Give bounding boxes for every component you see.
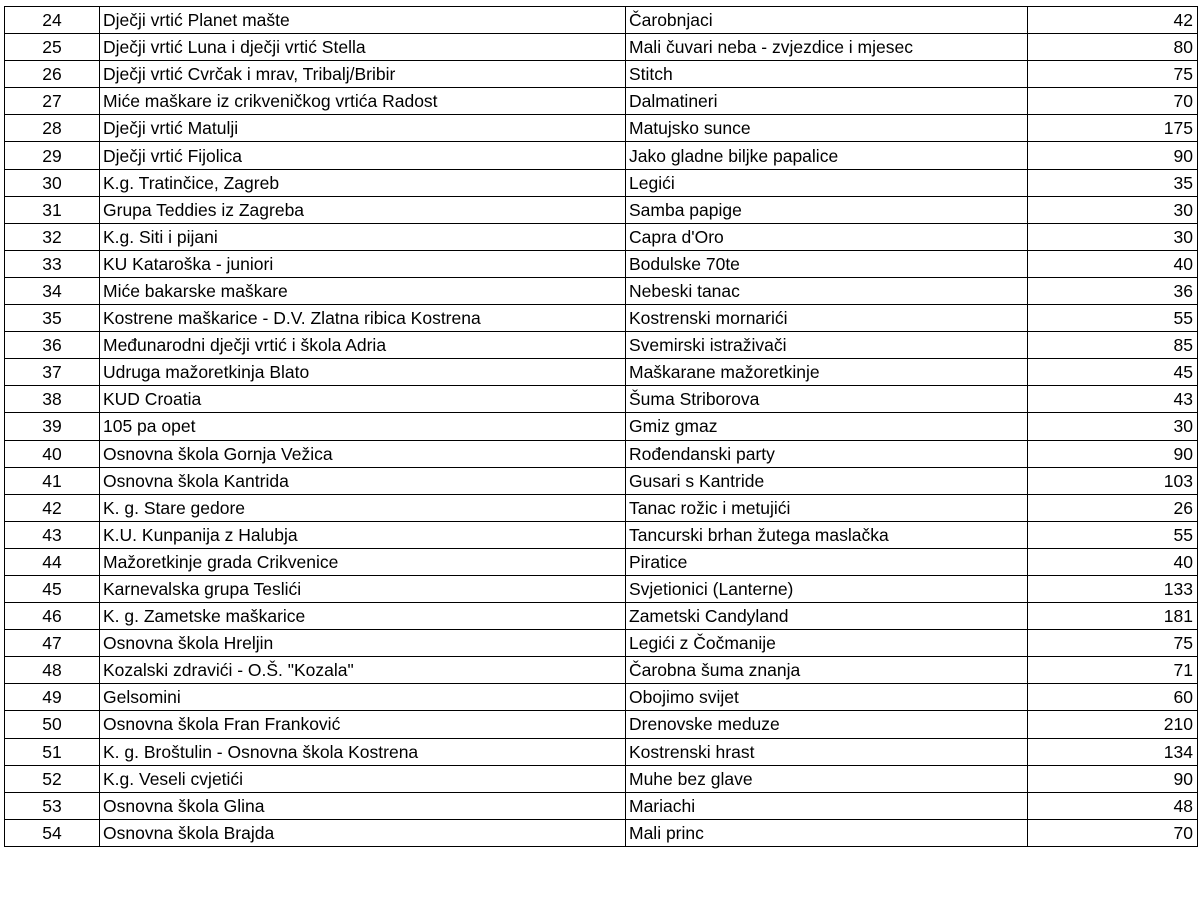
theme-cell[interactable]: Legići — [626, 169, 1028, 196]
table-body — [5, 7, 1198, 847]
theme-cell[interactable]: Muhe bez glave — [626, 765, 1028, 792]
table-row — [5, 223, 1198, 250]
group-name-cell[interactable]: K.g. Siti i pijani — [100, 223, 626, 250]
group-name-cell[interactable]: Međunarodni dječji vrtić i škola Adria — [100, 332, 626, 359]
group-name-cell[interactable]: KUD Croatia — [100, 386, 626, 413]
table-row — [5, 277, 1198, 304]
row-number-cell[interactable]: 24 — [5, 7, 100, 34]
group-name-cell[interactable]: K.g. Tratinčice, Zagreb — [100, 169, 626, 196]
table-row — [5, 657, 1198, 684]
theme-cell[interactable]: Gusari s Kantride — [626, 467, 1028, 494]
theme-cell[interactable]: Rođendanski party — [626, 440, 1028, 467]
table-row — [5, 765, 1198, 792]
table-row — [5, 467, 1198, 494]
group-name-cell[interactable]: Kozalski zdravići - O.Š. "Kozala" — [100, 657, 626, 684]
group-name-cell[interactable]: K.U. Kunpanija z Halubja — [100, 521, 626, 548]
group-name-cell[interactable]: Osnovna škola Hreljin — [100, 630, 626, 657]
group-name-cell[interactable]: Mažoretkinje grada Crikvenice — [100, 548, 626, 575]
participant-count-cell[interactable]: 75 — [1028, 61, 1198, 88]
row-number-cell[interactable]: 41 — [5, 467, 100, 494]
theme-cell[interactable]: Mali čuvari neba - zvjezdice i mjesec — [626, 34, 1028, 61]
participant-count-cell[interactable]: 71 — [1028, 657, 1198, 684]
row-number-cell[interactable]: 35 — [5, 305, 100, 332]
theme-cell[interactable]: Gmiz gmaz — [626, 413, 1028, 440]
participant-count-cell[interactable]: 134 — [1028, 738, 1198, 765]
row-number-cell[interactable]: 53 — [5, 792, 100, 819]
participant-count-cell[interactable]: 90 — [1028, 765, 1198, 792]
row-number-cell[interactable]: 44 — [5, 548, 100, 575]
table-row — [5, 521, 1198, 548]
participant-count-cell[interactable]: 48 — [1028, 792, 1198, 819]
table-row — [5, 819, 1198, 846]
participant-count-cell[interactable]: 70 — [1028, 819, 1198, 846]
participant-count-cell[interactable]: 181 — [1028, 603, 1198, 630]
group-name-cell[interactable]: Dječji vrtić Luna i dječji vrtić Stella — [100, 34, 626, 61]
group-name-cell[interactable]: Osnovna škola Fran Franković — [100, 711, 626, 738]
participant-count-cell[interactable]: 30 — [1028, 413, 1198, 440]
theme-cell[interactable]: Legići z Čočmanije — [626, 630, 1028, 657]
group-name-cell[interactable]: K. g. Stare gedore — [100, 494, 626, 521]
participant-count-cell[interactable]: 45 — [1028, 359, 1198, 386]
theme-cell[interactable]: Obojimo svijet — [626, 684, 1028, 711]
group-name-cell[interactable]: Osnovna škola Glina — [100, 792, 626, 819]
participant-count-cell[interactable]: 133 — [1028, 575, 1198, 602]
row-number-cell[interactable]: 48 — [5, 657, 100, 684]
participant-count-cell[interactable]: 35 — [1028, 169, 1198, 196]
participant-count-cell[interactable]: 43 — [1028, 386, 1198, 413]
table-row — [5, 440, 1198, 467]
group-name-cell[interactable]: Dječji vrtić Planet mašte — [100, 7, 626, 34]
group-name-cell[interactable]: Dječji vrtić Matulji — [100, 115, 626, 142]
row-number-cell[interactable]: 31 — [5, 196, 100, 223]
theme-cell[interactable]: Svjetionici (Lanterne) — [626, 575, 1028, 602]
theme-cell[interactable]: Mali princ — [626, 819, 1028, 846]
table-row — [5, 250, 1198, 277]
group-name-cell[interactable]: Grupa Teddies iz Zagreba — [100, 196, 626, 223]
theme-cell[interactable]: Zametski Candyland — [626, 603, 1028, 630]
group-name-cell[interactable]: Osnovna škola Kantrida — [100, 467, 626, 494]
participant-count-cell[interactable]: 85 — [1028, 332, 1198, 359]
table-row — [5, 630, 1198, 657]
participant-count-cell[interactable]: 90 — [1028, 142, 1198, 169]
group-name-cell[interactable]: Udruga mažoretkinja Blato — [100, 359, 626, 386]
table-row — [5, 7, 1198, 34]
theme-cell[interactable]: Piratice — [626, 548, 1028, 575]
row-number-cell[interactable]: 49 — [5, 684, 100, 711]
group-name-cell[interactable]: Osnovna škola Gornja Vežica — [100, 440, 626, 467]
row-number-cell[interactable]: 47 — [5, 630, 100, 657]
table-row — [5, 142, 1198, 169]
group-name-cell[interactable]: Miće bakarske maškare — [100, 277, 626, 304]
participant-count-cell[interactable]: 90 — [1028, 440, 1198, 467]
row-number-cell[interactable]: 30 — [5, 169, 100, 196]
participant-count-cell[interactable]: 36 — [1028, 277, 1198, 304]
group-name-cell[interactable]: Kostrene maškarice - D.V. Zlatna ribica Kostrena — [100, 305, 626, 332]
row-number-cell[interactable]: 52 — [5, 765, 100, 792]
participant-count-cell[interactable]: 40 — [1028, 250, 1198, 277]
theme-cell[interactable]: Tancurski brhan žutega maslačka — [626, 521, 1028, 548]
table-row — [5, 494, 1198, 521]
table-row — [5, 305, 1198, 332]
row-number-cell[interactable]: 37 — [5, 359, 100, 386]
theme-cell[interactable]: Samba papige — [626, 196, 1028, 223]
group-name-cell[interactable]: K. g. Zametske maškarice — [100, 603, 626, 630]
table-row — [5, 34, 1198, 61]
group-name-cell[interactable]: Osnovna škola Brajda — [100, 819, 626, 846]
table-row — [5, 738, 1198, 765]
participant-count-cell[interactable]: 55 — [1028, 521, 1198, 548]
table-row — [5, 196, 1198, 223]
theme-cell[interactable]: Stitch — [626, 61, 1028, 88]
participant-count-cell[interactable]: 175 — [1028, 115, 1198, 142]
theme-cell[interactable]: Tanac rožic i metujići — [626, 494, 1028, 521]
participant-count-cell[interactable]: 103 — [1028, 467, 1198, 494]
table-row — [5, 603, 1198, 630]
table-row — [5, 413, 1198, 440]
row-number-cell[interactable]: 34 — [5, 277, 100, 304]
theme-cell[interactable]: Bodulske 70te — [626, 250, 1028, 277]
table-row — [5, 684, 1198, 711]
row-number-cell[interactable]: 45 — [5, 575, 100, 602]
table-row — [5, 61, 1198, 88]
row-number-cell[interactable]: 26 — [5, 61, 100, 88]
theme-cell[interactable]: Šuma Striborova — [626, 386, 1028, 413]
row-number-cell[interactable]: 46 — [5, 603, 100, 630]
group-name-cell[interactable]: K.g. Veseli cvjetići — [100, 765, 626, 792]
participant-count-cell[interactable]: 42 — [1028, 7, 1198, 34]
group-name-cell[interactable]: Karnevalska grupa Teslići — [100, 575, 626, 602]
participant-count-cell[interactable]: 70 — [1028, 88, 1198, 115]
table-row — [5, 169, 1198, 196]
row-number-cell[interactable]: 54 — [5, 819, 100, 846]
table-row — [5, 332, 1198, 359]
group-name-cell[interactable]: Gelsomini — [100, 684, 626, 711]
theme-cell[interactable]: Kostrenski mornarići — [626, 305, 1028, 332]
participant-count-cell[interactable]: 40 — [1028, 548, 1198, 575]
theme-cell[interactable]: Maškarane mažoretkinje — [626, 359, 1028, 386]
table-row — [5, 359, 1198, 386]
theme-cell[interactable]: Čarobna šuma znanja — [626, 657, 1028, 684]
participant-count-cell[interactable]: 210 — [1028, 711, 1198, 738]
theme-cell[interactable]: Dalmatineri — [626, 88, 1028, 115]
participant-count-cell[interactable]: 55 — [1028, 305, 1198, 332]
participant-count-cell[interactable]: 60 — [1028, 684, 1198, 711]
theme-cell[interactable]: Drenovske meduze — [626, 711, 1028, 738]
row-number-cell[interactable]: 51 — [5, 738, 100, 765]
row-number-cell[interactable]: 50 — [5, 711, 100, 738]
table-row — [5, 575, 1198, 602]
table-row — [5, 88, 1198, 115]
row-number-cell[interactable]: 42 — [5, 494, 100, 521]
row-number-cell[interactable]: 38 — [5, 386, 100, 413]
theme-cell[interactable]: Kostrenski hrast — [626, 738, 1028, 765]
theme-cell[interactable]: Matujsko sunce — [626, 115, 1028, 142]
row-number-cell[interactable]: 29 — [5, 142, 100, 169]
theme-cell[interactable]: Čarobnjaci — [626, 7, 1028, 34]
row-number-cell[interactable]: 25 — [5, 34, 100, 61]
group-name-cell[interactable]: Miće maškare iz crikveničkog vrtića Radost — [100, 88, 626, 115]
row-number-cell[interactable]: 33 — [5, 250, 100, 277]
theme-cell[interactable]: Capra d'Oro — [626, 223, 1028, 250]
row-number-cell[interactable]: 27 — [5, 88, 100, 115]
participant-count-cell[interactable]: 80 — [1028, 34, 1198, 61]
participant-count-cell[interactable]: 30 — [1028, 223, 1198, 250]
group-name-cell[interactable]: 105 pa opet — [100, 413, 626, 440]
theme-cell[interactable]: Mariachi — [626, 792, 1028, 819]
group-name-cell[interactable]: KU Kataroška - juniori — [100, 250, 626, 277]
group-name-cell[interactable]: Dječji vrtić Fijolica — [100, 142, 626, 169]
spreadsheet-table — [4, 6, 1198, 847]
row-number-cell[interactable]: 28 — [5, 115, 100, 142]
row-number-cell[interactable]: 43 — [5, 521, 100, 548]
row-number-cell[interactable]: 32 — [5, 223, 100, 250]
group-name-cell[interactable]: K. g. Broštulin - Osnovna škola Kostrena — [100, 738, 626, 765]
row-number-cell[interactable]: 36 — [5, 332, 100, 359]
table-row — [5, 792, 1198, 819]
row-number-cell[interactable]: 39 — [5, 413, 100, 440]
table-row — [5, 711, 1198, 738]
table-row — [5, 386, 1198, 413]
participant-count-cell[interactable]: 75 — [1028, 630, 1198, 657]
table-row — [5, 115, 1198, 142]
theme-cell[interactable]: Jako gladne biljke papalice — [626, 142, 1028, 169]
participant-count-cell[interactable]: 26 — [1028, 494, 1198, 521]
group-name-cell[interactable]: Dječji vrtić Cvrčak i mrav, Tribalj/Bribir — [100, 61, 626, 88]
theme-cell[interactable]: Svemirski istraživači — [626, 332, 1028, 359]
row-number-cell[interactable]: 40 — [5, 440, 100, 467]
theme-cell[interactable]: Nebeski tanac — [626, 277, 1028, 304]
table-row — [5, 548, 1198, 575]
participant-count-cell[interactable]: 30 — [1028, 196, 1198, 223]
